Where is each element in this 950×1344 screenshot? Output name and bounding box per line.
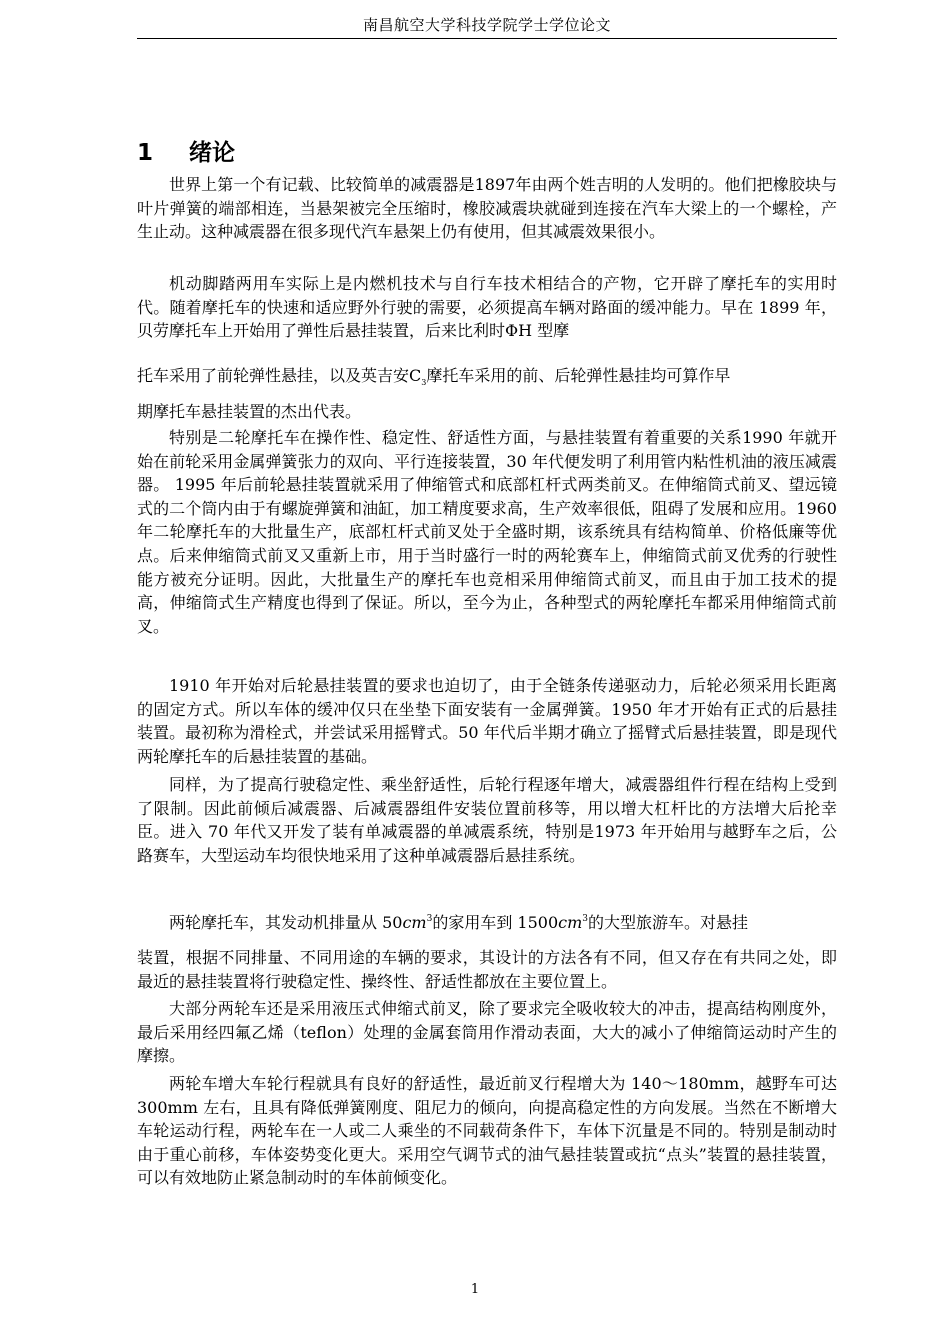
chapter-number: 1 bbox=[137, 140, 154, 166]
superscript-3: 3 bbox=[582, 914, 589, 924]
paragraph-2-line-4 bbox=[137, 364, 837, 395]
model-subscript: 3 bbox=[421, 378, 427, 388]
paragraph-5: 同样，为了提高行驶稳定性、乘坐舒适性，后轮行程逐年增大，减震器组件行程在结构上受到了限制。因此前倾后减震器、后减震器组件安装位置前移等，用以增大杠杆比的方法增大后抡幸臣。进入 70 年代又开发了装有单减震器的单减震系统，特别是1973 年开始用与越野车之后，公路赛车，大型运动车均很快地采用了这种单减震器后悬挂系统。 bbox=[137, 775, 837, 865]
chapter-title: 绪论 bbox=[189, 140, 235, 166]
chapter-heading bbox=[137, 134, 235, 167]
paragraph-6-segment-b: 的家用车到 1500 bbox=[432, 913, 559, 932]
header-rule bbox=[137, 38, 837, 39]
superscript-3: 3 bbox=[426, 914, 433, 924]
paragraph-2-line-5: 期摩托车悬挂装置的杰出代表。 bbox=[137, 402, 362, 421]
paragraph-1: 世界上第一个有记载、比较简单的减震器是1897年由两个姓吉明的人发明的。他们把橡胶块与叶片弹簧的端部相连，当悬架被完全压缩时，橡胶减震块就碰到连接在汽车大梁上的一个螺栓，产生止动。这种减震器在很多现代汽车悬架上仍有使用，但其减震效果很小。 bbox=[137, 175, 837, 242]
paragraph-6-segment-c: 的大型旅游车。对悬挂 bbox=[588, 913, 749, 932]
paragraph-4: 1910 年开始对后轮悬挂装置的要求也迫切了，由于全链条传递驱动力，后轮必须采用长距离的固定方式。所以车体的缓冲仅只在坐垫下面安装有一金属弹簧。1950 年才开始有正式的后悬挂装置。最初称为滑栓式，并尝试采用摇臂式。50 年代后半期才确立了摇臂式后悬挂装置，即是现代两轮摩托车的后悬挂装置的基础。 bbox=[137, 676, 837, 766]
paragraph-6-line-1 bbox=[137, 911, 837, 935]
paragraph-7: 大部分两轮车还是采用液压式伸缩式前叉，除了要求完全吸收较大的冲击，提高结构刚度外，最后采用经四氟乙烯（teflon）处理的金属套筒用作滑动表面，大大的减小了伸缩筒运动时产生的摩擦。 bbox=[137, 999, 837, 1066]
running-header: 南昌航空大学科技学院学士学位论文 bbox=[362, 16, 611, 34]
paragraph-2-segment-b: 摩托车采用的前、后轮弹性悬挂均可算作早 bbox=[426, 366, 731, 385]
paragraph-2-segment-a: 托车采用了前轮弹性悬挂，以及英吉安C bbox=[137, 366, 422, 385]
unit-cm: cm bbox=[402, 913, 427, 932]
paragraph-3: 特别是二轮摩托车在操作性、稳定性、舒适性方面，与悬挂装置有着重要的关系1990 年就开始在前轮采用金属弹簧张力的双向、平行连接装置，30 年代便发明了利用管内粘性机油的液压减震器。 1995 年后前轮悬挂装置就采用了伸缩管式和底部杠杆式两类前叉。在伸缩筒式前叉、望远镜式的二个筒内由于有螺旋弹簧和油缸，加工精度要求高，生产效率很低，阻碍了发展和应用。1960 年二轮摩托车的大批量生产，底部杠杆式前叉处于全盛时期，该系统具有结构简单、价格低廉等优点。后来伸缩筒式前叉又重新上市，用于当时盛行一时的两轮赛车上，伸缩筒式前叉优秀的行驶性能方被充分证明。因此，大批量生产的摩托车也竞相采用伸缩筒式前叉，而且由于加工技术的提高，伸缩筒式生产精度也得到了保证。所以，至今为止，各种型式的两轮摩托车都采用伸缩筒式前叉。 bbox=[137, 428, 837, 636]
paragraph-8: 两轮车增大车轮行程就具有良好的舒适性，最近前叉行程增大为 140～180mm，越野车可达 300mm 左右，且具有降低弹簧刚度、阻尼力的倾向，向提高稳定性的方向发展。当然在不断增大车轮运动行程，两轮车在一人或二人乘坐的不同载荷条件下，车体下沉量是不同的。特别是制动时由于重心前移，车体姿势变化更大。采用空气调节式的油气悬挂装置或抗“点头”装置的悬挂装置，可以有效地防止紧急制动时的车体前倾变化。 bbox=[137, 1074, 837, 1188]
page-number: 1 bbox=[470, 1282, 480, 1297]
paragraph-2: 机动脚踏两用车实际上是内燃机技术与自行车技术相结合的产物，它开辟了摩托车的实用时代。随着摩托车的快速和适应野外行驶的需要，必须提高车辆对路面的缓冲能力。早在 1899 年，贝劳摩托车上开始用了弹性后悬挂装置，后来比利时ΦH 型摩 bbox=[137, 274, 837, 341]
paragraph-6-continued: 装置，根据不同排量、不同用途的车辆的要求，其设计的方法各有不同，但又存在有共同之处，即最近的悬挂装置将行驶稳定性、操终性、舒适性都放在主要位置上。 bbox=[137, 948, 837, 991]
unit-cm: cm bbox=[558, 913, 583, 932]
paragraph-6-segment-a: 两轮摩托车，其发动机排量从 50 bbox=[169, 913, 403, 932]
